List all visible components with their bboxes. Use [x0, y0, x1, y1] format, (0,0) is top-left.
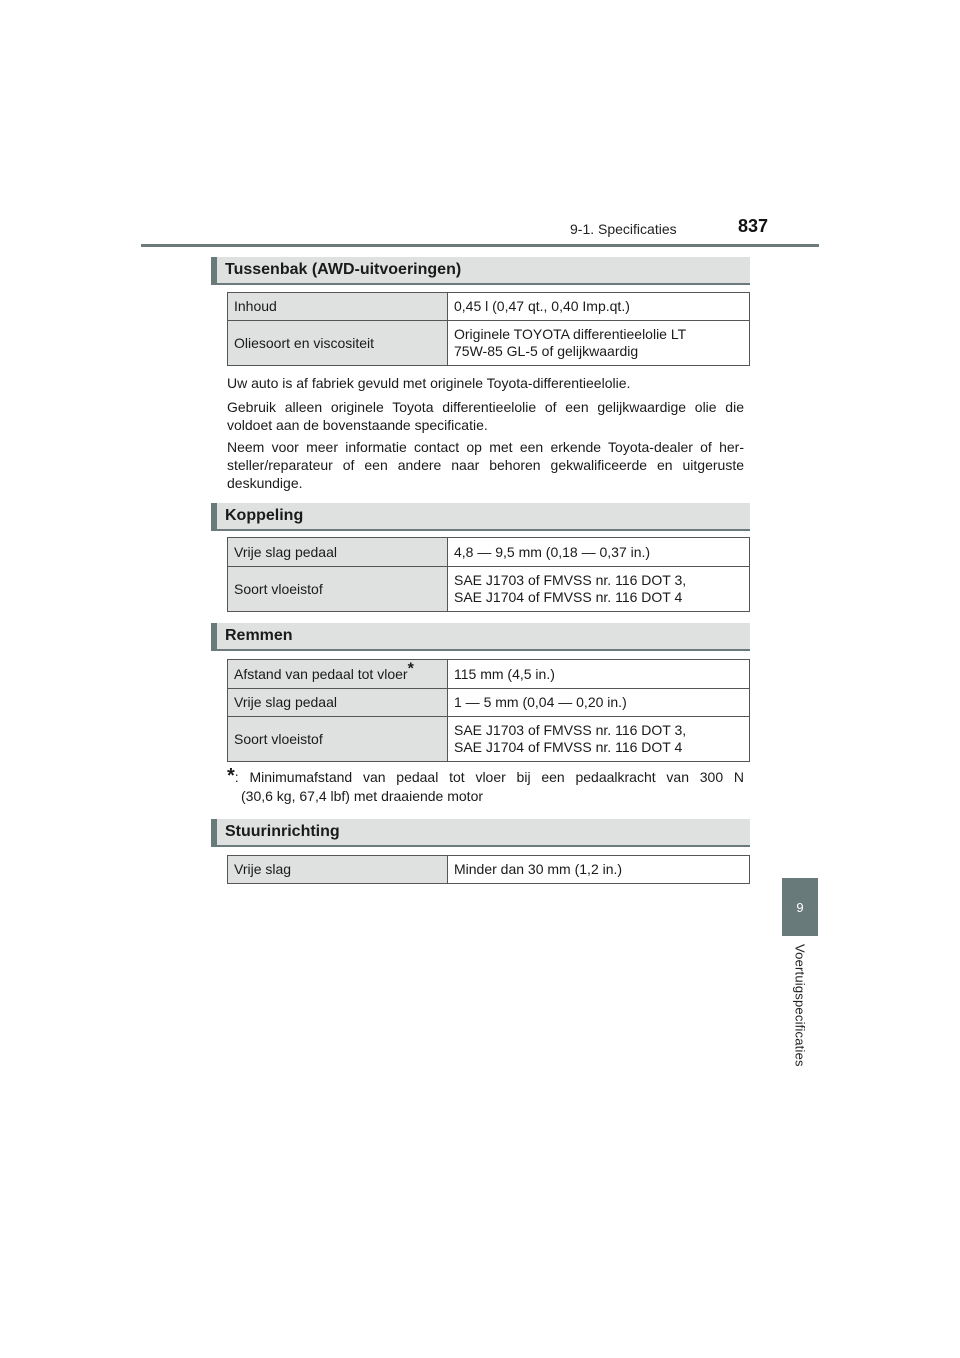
section-title: Stuurinrichting: [225, 823, 340, 840]
section-title: Koppeling: [225, 507, 304, 524]
heading-accent-bar: [211, 503, 217, 529]
spec-value: [448, 717, 750, 762]
section-title: Tussenbak (AWD-uitvoeringen): [225, 261, 462, 278]
spec-value: [448, 567, 750, 612]
table-row: [228, 689, 750, 717]
section-title: Remmen: [225, 627, 293, 644]
spec-value: 115 mm (4,5 in.): [448, 660, 750, 689]
spec-table-clutch: [227, 537, 750, 612]
body-paragraph: Neem voor meer informatie contact op met een erkende Toyota-dealer of her-steller/reparateur of een andere naar behoren gekwalificeerde en uitgeruste deskundige.: [227, 439, 744, 491]
footnote-mark: *: [227, 765, 235, 787]
spec-value: Minder dan 30 mm (1,2 in.): [448, 856, 750, 884]
spec-label: Vrije slag pedaal: [228, 538, 448, 567]
spec-value-line: SAE J1704 of FMVSS nr. 116 DOT 4: [454, 739, 683, 755]
table-row: [228, 293, 750, 321]
table-row: [228, 856, 750, 884]
spec-value: [448, 321, 750, 366]
section-heading-transfer: [211, 257, 750, 285]
spec-label: [228, 660, 448, 689]
spec-value: 1 — 5 mm (0,04 — 0,20 in.): [448, 689, 750, 717]
table-row: [228, 321, 750, 366]
spec-table-brakes: [227, 659, 750, 762]
spec-label: Vrije slag pedaal: [228, 689, 448, 717]
spec-table-transfer: [227, 292, 750, 366]
spec-table-steering: [227, 855, 750, 884]
body-paragraph: Uw auto is af fabriek gevuld met originele Toyota-differentieelolie.: [227, 375, 631, 391]
page-number: 837: [738, 216, 769, 236]
spec-value: 0,45 l (0,47 qt., 0,40 Imp.qt.): [448, 293, 750, 321]
section-heading-steering: [211, 819, 750, 847]
footnote-mark: *: [407, 659, 414, 677]
footnote-line: [227, 767, 744, 787]
spec-label: Vrije slag: [228, 856, 448, 884]
spec-value-line: SAE J1703 of FMVSS nr. 116 DOT 3,: [454, 722, 687, 738]
spec-value: 4,8 — 9,5 mm (0,18 — 0,37 in.): [448, 538, 750, 567]
footnote-line: (30,6 kg, 67,4 lbf) met draaiende motor: [241, 788, 484, 804]
spec-label-text: Afstand van pedaal tot vloer: [234, 665, 408, 682]
spec-label: Soort vloeistof: [228, 567, 448, 612]
spec-value-line: 75W-85 GL-5 of gelijkwaardig: [454, 343, 639, 359]
spec-label: Oliesoort en viscositeit: [228, 321, 448, 366]
footnote-separator: :: [234, 769, 239, 785]
section-heading-clutch: [211, 503, 750, 531]
running-header-section: 9-1. Specificaties: [570, 221, 677, 237]
spec-label: Inhoud: [228, 293, 448, 321]
table-row: [228, 717, 750, 762]
footnote: [227, 767, 744, 806]
chapter-number: 9: [796, 899, 804, 915]
chapter-label: Voertuigspecificaties: [792, 944, 808, 1067]
spec-value-line: SAE J1703 of FMVSS nr. 116 DOT 3,: [454, 572, 687, 588]
footnote-text: Minimumafstand van pedaal tot vloer bij een pedaalkracht van 300 N: [249, 769, 744, 785]
body-paragraph: Gebruik alleen originele Toyota differentieelolie of een gelijkwaardige olie die voldoet aan de bovenstaande specificatie.: [227, 399, 744, 433]
header-divider: [141, 244, 819, 247]
spec-label: Soort vloeistof: [228, 717, 448, 762]
spec-value-line: Originele TOYOTA differentieelolie LT: [454, 326, 687, 342]
spec-value-line: SAE J1704 of FMVSS nr. 116 DOT 4: [454, 589, 683, 605]
heading-accent-bar: [211, 257, 217, 283]
heading-accent-bar: [211, 819, 217, 845]
heading-accent-bar: [211, 623, 217, 649]
section-heading-brakes: [211, 623, 750, 651]
chapter-tab[interactable]: [782, 878, 818, 936]
table-row: [228, 660, 750, 689]
table-row: [228, 538, 750, 567]
table-row: [228, 567, 750, 612]
